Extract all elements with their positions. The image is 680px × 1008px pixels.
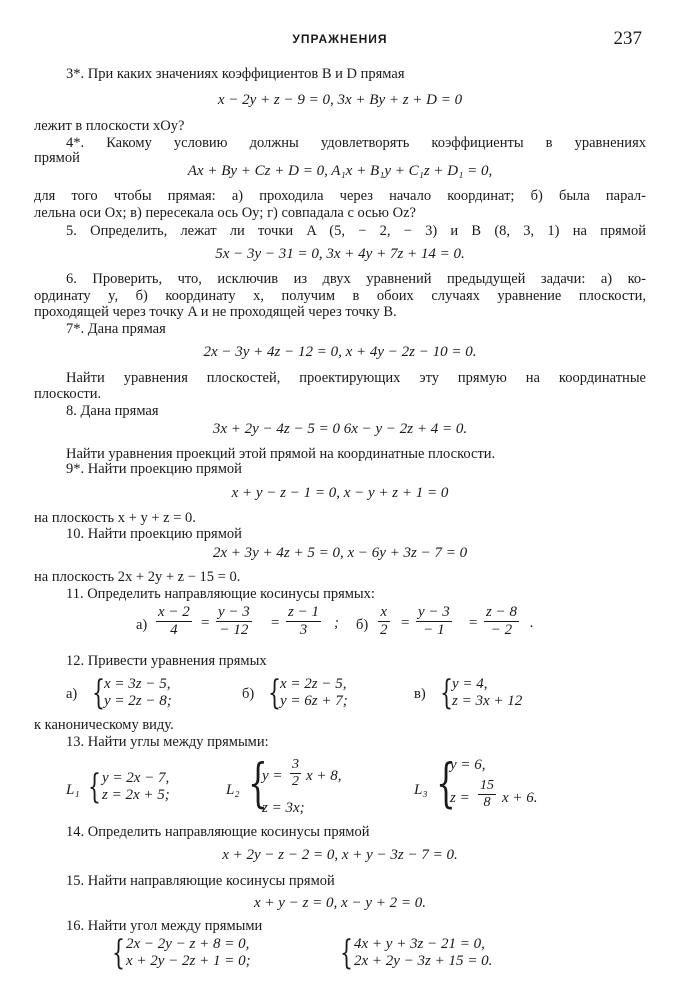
- p16-a-eq-1: 2x − 2y − z + 8 = 0,: [126, 936, 250, 952]
- problem-8-text: 8. Дана прямая: [66, 403, 159, 419]
- p13-L3-eq-2-rhs: x + 6.: [502, 790, 538, 806]
- p12-a-eq-1: x = 3z − 5,: [104, 676, 171, 692]
- p16-a-brace: {: [112, 933, 125, 973]
- p12-a-system: [104, 676, 172, 710]
- p13-L3-eq-1: y = 6,: [450, 757, 486, 773]
- p13-L1-brace: {: [88, 767, 101, 807]
- p11-b-eq-2: =: [468, 615, 479, 631]
- p12-b-eq-2: y = 6z + 7;: [280, 693, 348, 709]
- p11-a-frac-y: [216, 604, 252, 639]
- p12-label-a: а): [66, 686, 78, 702]
- problem-15-equation: x + y − z = 0, x − y + 2 = 0.: [254, 895, 426, 911]
- p13-L3-eq-2-lhs: z =: [450, 790, 470, 806]
- p12-a-eq-2: y = 2z − 8;: [104, 693, 172, 709]
- p13-L1-label: L₁: [66, 782, 80, 798]
- p12-c-system: [452, 676, 522, 710]
- p16-b-eq-1: 4x + y + 3z − 21 = 0,: [354, 936, 485, 952]
- p13-L2-eq-1-rhs: x + 8,: [306, 768, 342, 784]
- p13-L2-brace: {: [248, 754, 268, 814]
- p12-c-eq-2: z = 3x + 12: [452, 693, 523, 709]
- problem-7-text: 7*. Дана прямая: [66, 321, 166, 337]
- p13-L3-label: L₃: [414, 782, 428, 798]
- p13-L2-frac-den: 2: [292, 774, 299, 789]
- problem-9-text: 9*. Найти проекцию прямой: [66, 461, 242, 477]
- p16-b-eq-2: 2x + 2y − 3z + 15 = 0.: [354, 953, 493, 969]
- p11-a-den-y: − 12: [216, 621, 252, 639]
- p11-separator: ;: [334, 615, 339, 631]
- p16-a-system: [126, 936, 251, 970]
- problem-13-text: 13. Найти углы между прямыми:: [66, 734, 269, 750]
- problem-11-text: 11. Определить направляющие косинусы прямых:: [66, 586, 375, 602]
- p11-b-num-x: x: [380, 604, 388, 620]
- p11-label-b: б): [356, 617, 369, 633]
- problem-10-plane: на плоскость 2x + 2y + z − 15 = 0.: [34, 569, 241, 585]
- problem-6-text-cont: ординату y, б) координату x, получим в обоих случаях уравнение плоскости,: [34, 288, 646, 304]
- problem-14-text: 14. Определить направляющие косинусы прямой: [66, 824, 370, 840]
- p11-a-eq-2: =: [270, 615, 281, 631]
- problem-6-text-end: проходящей через точку A и не проходящей через точку B.: [34, 304, 397, 320]
- p11-a-num-z: z − 1: [288, 604, 319, 620]
- p13-L2-frac: [290, 757, 301, 790]
- page-header: [0, 30, 680, 52]
- p12-b-brace: {: [268, 673, 281, 713]
- p13-L1-system: [102, 770, 170, 804]
- p11-end: .: [530, 615, 534, 631]
- problem-5-text: 5. Определить, лежат ли точки A (5, − 2, − 3) и B (8, 3, 1) на прямой: [66, 223, 646, 239]
- p13-L1-eq-1: y = 2x − 7,: [102, 770, 170, 786]
- p11-a-den-z: 3: [286, 621, 321, 639]
- p13-L3-brace: {: [436, 754, 456, 814]
- p12-label-b: б): [242, 686, 255, 702]
- problem-10-equation: 2x + 3y + 4z + 5 = 0, x − 6y + 3z − 7 = 0: [212, 545, 468, 561]
- p16-b-brace: {: [340, 933, 353, 973]
- problem-12-task: к каноническому виду.: [34, 717, 174, 733]
- running-title: УПРАЖНЕНИЯ: [292, 32, 388, 46]
- p11-a-eq-1: =: [200, 615, 211, 631]
- p13-L2-eq-1-lhs: y =: [262, 768, 283, 784]
- p11-b-num-y: y − 3: [418, 604, 450, 620]
- p11-b-den-z: − 2: [484, 621, 519, 639]
- problem-5-equation: 5x − 3y − 31 = 0, 3x + 4y + 7z + 14 = 0.: [215, 246, 465, 262]
- p11-label-a: а): [136, 617, 148, 633]
- p12-a-brace: {: [92, 673, 105, 713]
- p11-b-frac-x: [378, 604, 390, 639]
- p13-L3-frac: [478, 778, 496, 811]
- p11-a-num-y: y − 3: [218, 604, 250, 620]
- p16-b-system: [354, 936, 492, 970]
- problem-4-equation: Ax + By + Cz + D = 0, A₁x + B₁y + C₁z + D₁ = 0,: [187, 163, 493, 179]
- problem-7-equation: 2x − 3y + 4z − 12 = 0, x + 4y − 2z − 10 = 0.: [203, 344, 477, 360]
- problem-8-equation: 3x + 2y − 4z − 5 = 0 6x − y − 2z + 4 = 0.: [212, 421, 468, 437]
- problem-4-text-cont: прямой: [34, 150, 80, 166]
- p11-a-den-x: 4: [156, 621, 192, 639]
- p12-c-eq-1: y = 4,: [452, 676, 488, 692]
- problem-7-task-cont: плоскости.: [34, 386, 102, 402]
- p13-L2-frac-num: 3: [292, 757, 299, 772]
- problem-3-equation: x − 2y + z − 9 = 0, 3x + By + z + D = 0: [217, 92, 463, 108]
- problem-9-equation: x + y − z − 1 = 0, x − y + z + 1 = 0: [231, 485, 449, 501]
- p11-b-num-z: z − 8: [486, 604, 517, 620]
- problem-9-plane: на плоскость x + y + z = 0.: [34, 510, 196, 526]
- p12-label-c: в): [414, 686, 426, 702]
- p13-L1-eq-2: z = 2x + 5;: [102, 787, 170, 803]
- p13-L2-eq-2: z = 3x;: [262, 800, 305, 816]
- p11-a-frac-x: [156, 604, 192, 639]
- problem-4-conditions: для того чтобы прямая: а) проходила через начало координат; б) была парал-: [34, 188, 646, 204]
- p13-L3-frac-num: 15: [480, 778, 494, 793]
- p11-b-frac-z: [484, 604, 519, 639]
- p13-L3-frac-den: 8: [478, 794, 496, 811]
- p11-b-eq-1: =: [400, 615, 411, 631]
- p12-c-brace: {: [440, 673, 453, 713]
- problem-10-text: 10. Найти проекцию прямой: [66, 526, 242, 542]
- problem-14-equation: x + 2y − z − 2 = 0, x + y − 3z − 7 = 0.: [222, 847, 458, 863]
- problem-8-task: Найти уравнения проекций этой прямой на координатные плоскости.: [66, 446, 496, 462]
- page-number: 237: [613, 28, 642, 49]
- p11-a-num-x: x − 2: [158, 604, 190, 620]
- problem-16-text: 16. Найти угол между прямыми: [66, 918, 263, 934]
- problem-3-text: 3*. При каких значениях коэффициентов B и D прямая: [66, 66, 405, 82]
- problem-6-text: 6. Проверить, что, исключив из двух уравнений предыдущей задачи: а) ко-: [66, 271, 646, 287]
- problem-4-text: 4*. Какому условию должны удовлетворять коэффициенты в уравнениях: [66, 135, 646, 151]
- p11-b-den-x: 2: [380, 622, 388, 638]
- problem-3-text-cont: лежит в плоскости xOy?: [34, 118, 185, 134]
- problem-12-text: 12. Привести уравнения прямых: [66, 653, 267, 669]
- p11-b-frac-y: [416, 604, 452, 639]
- p12-b-eq-1: x = 2z − 5,: [280, 676, 347, 692]
- p11-a-frac-z: [286, 604, 321, 639]
- p16-a-eq-2: x + 2y − 2z + 1 = 0;: [126, 953, 251, 969]
- p11-b-den-y: − 1: [416, 621, 452, 639]
- p12-b-system: [280, 676, 348, 710]
- problem-15-text: 15. Найти направляющие косинусы прямой: [66, 873, 335, 889]
- p13-L2-label: L₂: [226, 782, 240, 798]
- problem-4-conditions-cont: лельна оси Ox; в) пересекала ось Oy; г) совпадала с осью Oz?: [34, 205, 416, 221]
- problem-7-task: Найти уравнения плоскостей, проектирующих эту прямую на координатные: [66, 370, 646, 386]
